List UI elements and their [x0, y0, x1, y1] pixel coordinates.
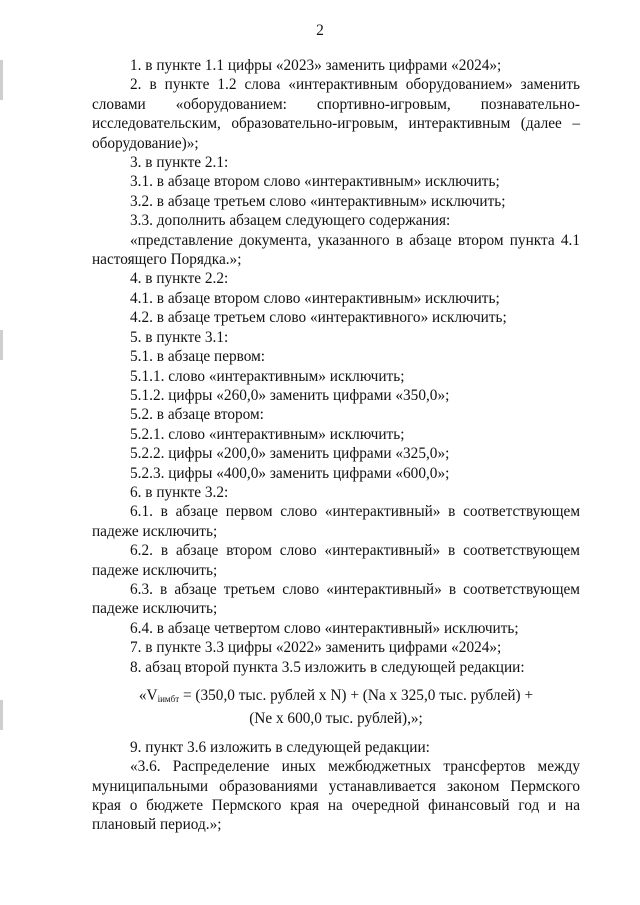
amendment-paragraph: 9. пункт 3.6 изложить в следующей редакции: [130, 738, 430, 756]
amendment-paragraph: 8. абзац второй пункта 3.5 изложить в следующей редакции: [130, 658, 525, 676]
amendment-paragraph: «представление документа, указанного в абзаце втором пункта 4.1 настоящего Порядка.»; [92, 231, 580, 269]
formula-line-1-rest: = (350,0 тыс. рублей x N) + (Na x 325,0 тыс. рублей) + [179, 687, 534, 704]
amendments-list [92, 56, 580, 677]
amendment-paragraph: 3.3. дополнить абзацем следующего содержания: [130, 212, 451, 230]
amendment-paragraph: 4.1. в абзаце втором слово «интерактивным» исключить; [130, 289, 500, 307]
spacer [92, 677, 580, 686]
formula-line-2: (Ne x 600,0 тыс. рублей),»; [249, 710, 423, 728]
amendment-paragraph: 5.2.1. слово «интерактивным» исключить; [130, 425, 405, 443]
amendment-paragraph: 5.2. в абзаце втором: [130, 406, 264, 424]
scan-edge-mark [0, 60, 3, 100]
formula [92, 686, 580, 729]
amendment-paragraph: 3.2. в абзаце третьем слово «интерактивным» исключить; [130, 192, 506, 210]
amendment-paragraph: 5.1.2. цифры «260,0» заменить цифрами «350,0»; [130, 386, 450, 404]
amendment-paragraph: 1. в пункте 1.1 цифры «2023» заменить цифрами «2024»; [130, 57, 502, 74]
spacer [92, 729, 580, 738]
amendment-paragraph: 4.2. в абзаце третьем слово «интерактивного» исключить; [130, 309, 507, 327]
amendment-paragraph: 7. в пункте 3.3 цифры «2022» заменить цифрами «2024»; [130, 639, 502, 657]
amendment-paragraph: 5.2.2. цифры «200,0» заменить цифрами «325,0»; [130, 445, 450, 463]
amendment-paragraph: 6. в пункте 3.2: [130, 483, 229, 501]
amendment-paragraph: 2. в пункте 1.2 слова «интерактивным оборудованием» заменить словами «оборудованием: спортивно-игровым, познавательно-исследовательским, образовательно-игровым, интерактивным (далее – оборудование)»; [92, 76, 580, 152]
scan-edge-mark [0, 700, 3, 730]
amendment-paragraph: 5.2.3. цифры «400,0» заменить цифрами «600,0»; [130, 464, 450, 482]
formula-subscript: iимбт [157, 694, 180, 704]
amendments-list [92, 738, 580, 835]
amendment-paragraph: 3. в пункте 2.1: [130, 154, 229, 172]
formula-prefix: «V [138, 687, 158, 704]
amendment-paragraph: «3.6. Распределение иных межбюджетных трансфертов между муниципальными образованиями устанавливается законом Пермского края о бюджете Пермского края на очередной финансовый год и на плановый период.»; [92, 758, 580, 834]
amendment-paragraph: 3.1. в абзаце втором слово «интерактивным» исключить; [130, 173, 500, 191]
amendment-paragraph: 5.1. в абзаце первом: [130, 348, 266, 366]
formula-line-1 [92, 686, 580, 709]
amendment-paragraph: 6.4. в абзаце четвертом слово «интерактивный» исключить; [130, 619, 519, 637]
amendment-paragraph: 5. в пункте 3.1: [130, 328, 229, 346]
page-number: 2 [316, 22, 324, 39]
amendment-paragraph: 6.2. в абзаце втором слово «интерактивный» в соответствующем падеже исключить; [92, 542, 580, 579]
amendment-paragraph: 5.1.1. слово «интерактивным» исключить; [130, 367, 405, 385]
scan-edge-mark [0, 330, 3, 360]
amendment-paragraph: 6.3. в абзаце третьем слово «интерактивный» в соответствующем падеже исключить; [92, 580, 580, 618]
document-body [92, 56, 580, 835]
amendment-paragraph: 4. в пункте 2.2: [130, 270, 229, 288]
amendment-paragraph: 6.1. в абзаце первом слово «интерактивный» в соответствующем падеже исключить; [92, 503, 580, 540]
